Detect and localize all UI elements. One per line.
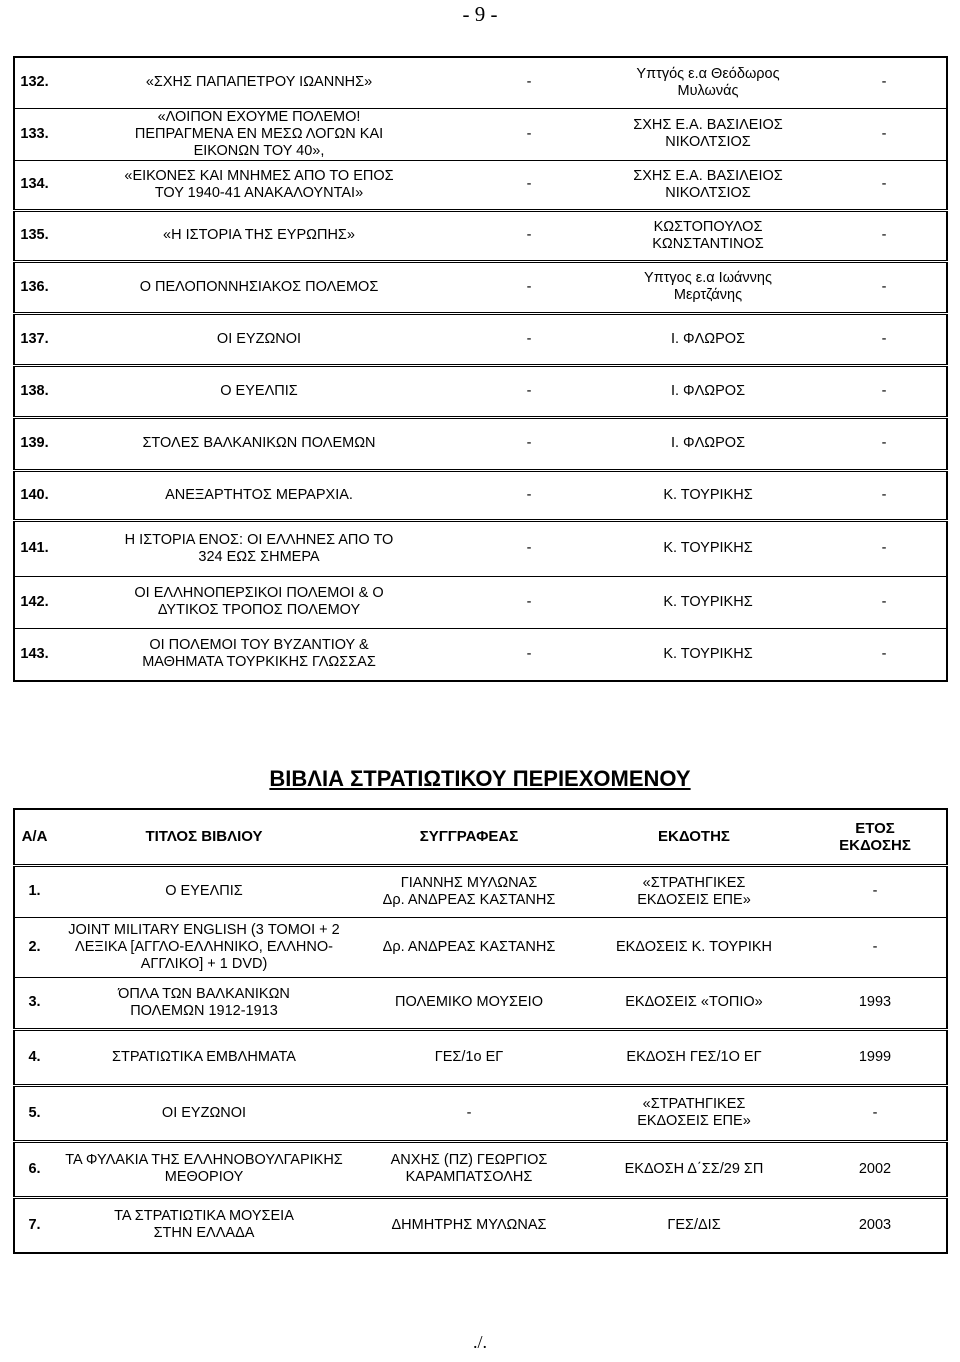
table-row [14,917,947,977]
author: Κ. ΤΟΥΡΙΚΗΣ [594,520,822,576]
book-title: «Η ΙΣΤΟΡΙΑ ΤΗΣ ΕΥΡΩΠΗΣ» [54,210,464,261]
book-title: Ο ΠΕΛΟΠΟΝΝΗΣΙΑΚΟΣ ΠΟΛΕΜΟΣ [54,261,464,313]
book-title: «ΛΟΙΠΟΝ ΕΧΟΥΜΕ ΠΟΛΕΜΟ! ΠΕΠΡΑΓΜΕΝΑ ΕΝ ΜΕΣΩ ΛΟΓΩΝ ΚΑΙ ΕΙΚΟΝΩΝ ΤΟΥ 40», [54,108,464,160]
author: Κ. ΤΟΥΡΙΚΗΣ [594,576,822,628]
row-number: 140. [14,470,54,520]
row-number: 133. [14,108,54,160]
page-number: - 9 - [462,2,498,26]
table-row [14,108,947,160]
column-3-value: - [464,576,594,628]
end-mark: ./. [472,1332,487,1352]
table-row [14,628,947,681]
publisher: «ΣΤΡΑΤΗΓΙΚΕΣ ΕΚΔΟΣΕΙΣ ΕΠΕ» [584,1085,804,1141]
table-row [14,520,947,576]
column-5-value: - [822,417,947,470]
column-3-value: - [464,417,594,470]
table-row [14,470,947,520]
book-title: «ΣΧΗΣ ΠΑΠΑΠΕΤΡΟΥ ΙΩΑΝΝΗΣ» [54,57,464,108]
author: Κ. ΤΟΥΡΙΚΗΣ [594,470,822,520]
header-num: Α/Α [14,809,54,865]
header-author: ΣΥΓΓΡΑΦΕΑΣ [354,809,584,865]
section-heading: ΒΙΒΛΙΑ ΣΤΡΑΤΙΩΤΙΚΟΥ ΠΕΡΙΕΧΟΜΕΝΟΥ [269,766,691,791]
publication-year: 1999 [804,1029,947,1085]
book-title: Ο ΕΥΕΛΠΙΣ [54,865,354,917]
row-number: 138. [14,365,54,417]
column-5-value: - [822,576,947,628]
column-5-value: - [822,261,947,313]
table-row [14,57,947,108]
column-5-value: - [822,210,947,261]
table-row [14,1029,947,1085]
author: Κ. ΤΟΥΡΙΚΗΣ [594,628,822,681]
table-row [14,365,947,417]
column-5-value: - [822,520,947,576]
row-number: 1. [14,865,54,917]
publication-year: - [804,917,947,977]
publisher: ΕΚΔΟΣΗ Δ΄ΣΣ/29 ΣΠ [584,1141,804,1197]
publication-year: - [804,865,947,917]
header-publisher: ΕΚΔΟΤΗΣ [584,809,804,865]
row-number: 5. [14,1085,54,1141]
author: ΔΗΜΗΤΡΗΣ ΜΥΛΩΝΑΣ [354,1197,584,1253]
row-number: 6. [14,1141,54,1197]
column-3-value: - [464,313,594,365]
book-title: ΑΝΕΞΑΡΤΗΤΟΣ ΜΕΡΑΡΧΙΑ. [54,470,464,520]
table-header-row [14,809,947,865]
column-3-value: - [464,261,594,313]
book-title: ΣΤΡΑΤΙΩΤΙΚΑ ΕΜΒΛΗΜΑΤΑ [54,1029,354,1085]
column-3-value: - [464,470,594,520]
publisher: ΕΚΔΟΣΕΙΣ «ΤΟΠΙΟ» [584,977,804,1029]
table-row [14,1085,947,1141]
book-title: ΟΙ ΕΥΖΩΝΟΙ [54,313,464,365]
column-5-value: - [822,365,947,417]
book-title: ΣΤΟΛΕΣ ΒΑΛΚΑΝΙΚΩΝ ΠΟΛΕΜΩΝ [54,417,464,470]
row-number: 137. [14,313,54,365]
column-3-value: - [464,210,594,261]
publisher: ΕΚΔΟΣΗ ΓΕΣ/1Ο ΕΓ [584,1029,804,1085]
column-3-value: - [464,108,594,160]
book-title: ΟΙ ΕΥΖΩΝΟΙ [54,1085,354,1141]
publisher: «ΣΤΡΑΤΗΓΙΚΕΣ ΕΚΔΟΣΕΙΣ ΕΠΕ» [584,865,804,917]
table-row [14,977,947,1029]
table-row [14,417,947,470]
publication-year: 2003 [804,1197,947,1253]
publication-year: - [804,1085,947,1141]
author: Ι. ΦΛΩΡΟΣ [594,417,822,470]
column-3-value: - [464,628,594,681]
column-3-value: - [464,520,594,576]
table-row [14,576,947,628]
row-number: 143. [14,628,54,681]
table-row [14,313,947,365]
book-title: ΤΑ ΦΥΛΑΚΙΑ ΤΗΣ ΕΛΛΗΝΟΒΟΥΛΓΑΡΙΚΗΣ ΜΕΘΟΡΙΟΥ [54,1141,354,1197]
book-title: ΟΙ ΕΛΛΗΝΟΠΕΡΣΙΚΟΙ ΠΟΛΕΜΟΙ & Ο ΔΥΤΙΚΟΣ ΤΡΟΠΟΣ ΠΟΛΕΜΟΥ [54,576,464,628]
header-year: ΕΤΟΣ ΕΚΔΟΣΗΣ [804,809,947,865]
author: ΓΙΑΝΝΗΣ ΜΥΛΩΝΑΣ Δρ. ΑΝΔΡΕΑΣ ΚΑΣΤΑΝΗΣ [354,865,584,917]
table-row [14,1197,947,1253]
publication-year: 2002 [804,1141,947,1197]
table-row [14,865,947,917]
row-number: 139. [14,417,54,470]
books-table-continued [13,56,948,682]
book-title: «ΕΙΚΟΝΕΣ ΚΑΙ ΜΝΗΜΕΣ ΑΠΟ ΤΟ ΕΠΟΣ ΤΟΥ 1940-41 ΑΝΑΚΑΛΟΥΝΤΑΙ» [54,160,464,210]
column-3-value: - [464,160,594,210]
author: ΑΝΧΗΣ (ΠΖ) ΓΕΩΡΓΙΟΣ ΚΑΡΑΜΠΑΤΣΟΛΗΣ [354,1141,584,1197]
row-number: 4. [14,1029,54,1085]
book-title: Ο ΕΥΕΛΠΙΣ [54,365,464,417]
table-row [14,261,947,313]
column-3-value: - [464,57,594,108]
row-number: 136. [14,261,54,313]
table-row [14,210,947,261]
author: - [354,1085,584,1141]
row-number: 3. [14,977,54,1029]
military-books-table [13,808,948,1254]
row-number: 134. [14,160,54,210]
author: Ι. ΦΛΩΡΟΣ [594,313,822,365]
author: Ι. ΦΛΩΡΟΣ [594,365,822,417]
row-number: 132. [14,57,54,108]
column-5-value: - [822,108,947,160]
author: Δρ. ΑΝΔΡΕΑΣ ΚΑΣΤΑΝΗΣ [354,917,584,977]
row-number: 7. [14,1197,54,1253]
author: ΓΕΣ/1ο ΕΓ [354,1029,584,1085]
table-row [14,160,947,210]
column-5-value: - [822,628,947,681]
column-5-value: - [822,313,947,365]
table-row [14,1141,947,1197]
header-title: ΤΙΤΛΟΣ ΒΙΒΛΙΟΥ [54,809,354,865]
row-number: 135. [14,210,54,261]
publisher: ΕΚΔΟΣΕΙΣ Κ. ΤΟΥΡΙΚΗ [584,917,804,977]
book-title: ΌΠΛΑ ΤΩΝ ΒΑΛΚΑΝΙΚΩΝ ΠΟΛΕΜΩΝ 1912-1913 [54,977,354,1029]
book-title: ΤΑ ΣΤΡΑΤΙΩΤΙΚΑ ΜΟΥΣΕΙΑ ΣΤΗΝ ΕΛΛΑΔΑ [54,1197,354,1253]
book-title: Η ΙΣΤΟΡΙΑ ΕΝΟΣ: ΟΙ ΕΛΛΗΝΕΣ ΑΠΟ ΤΟ 324 ΕΩΣ ΣΗΜΕΡΑ [54,520,464,576]
author: ΣΧΗΣ Ε.Α. ΒΑΣΙΛΕΙΟΣ ΝΙΚΟΛΤΣΙΟΣ [594,160,822,210]
author: Υπτγός ε.α Θεόδωρος Μυλωνάς [594,57,822,108]
publisher: ΓΕΣ/ΔΙΣ [584,1197,804,1253]
column-5-value: - [822,470,947,520]
row-number: 142. [14,576,54,628]
author: ΣΧΗΣ Ε.Α. ΒΑΣΙΛΕΙΟΣ ΝΙΚΟΛΤΣΙΟΣ [594,108,822,160]
row-number: 2. [14,917,54,977]
column-5-value: - [822,57,947,108]
publication-year: 1993 [804,977,947,1029]
author: ΚΩΣΤΟΠΟΥΛΟΣ ΚΩΝΣΤΑΝΤΙΝΟΣ [594,210,822,261]
column-5-value: - [822,160,947,210]
column-3-value: - [464,365,594,417]
book-title: ΟΙ ΠΟΛΕΜΟΙ ΤΟΥ ΒΥΖΑΝΤΙΟΥ & ΜΑΘΗΜΑΤΑ ΤΟΥΡΚΙΚΗΣ ΓΛΩΣΣΑΣ [54,628,464,681]
row-number: 141. [14,520,54,576]
author: ΠΟΛΕΜΙΚΟ ΜΟΥΣΕΙΟ [354,977,584,1029]
book-title: JOINT MILITARY ENGLISH (3 ΤΟΜΟΙ + 2 ΛΕΞΙΚΑ [ΑΓΓΛΟ-ΕΛΛΗΝΙΚΟ, ΕΛΛΗΝΟ- ΑΓΓΛΙΚΟ] + 1 DVD) [54,917,354,977]
author: Υπτγος ε.α Ιωάννης Μερτζάνης [594,261,822,313]
